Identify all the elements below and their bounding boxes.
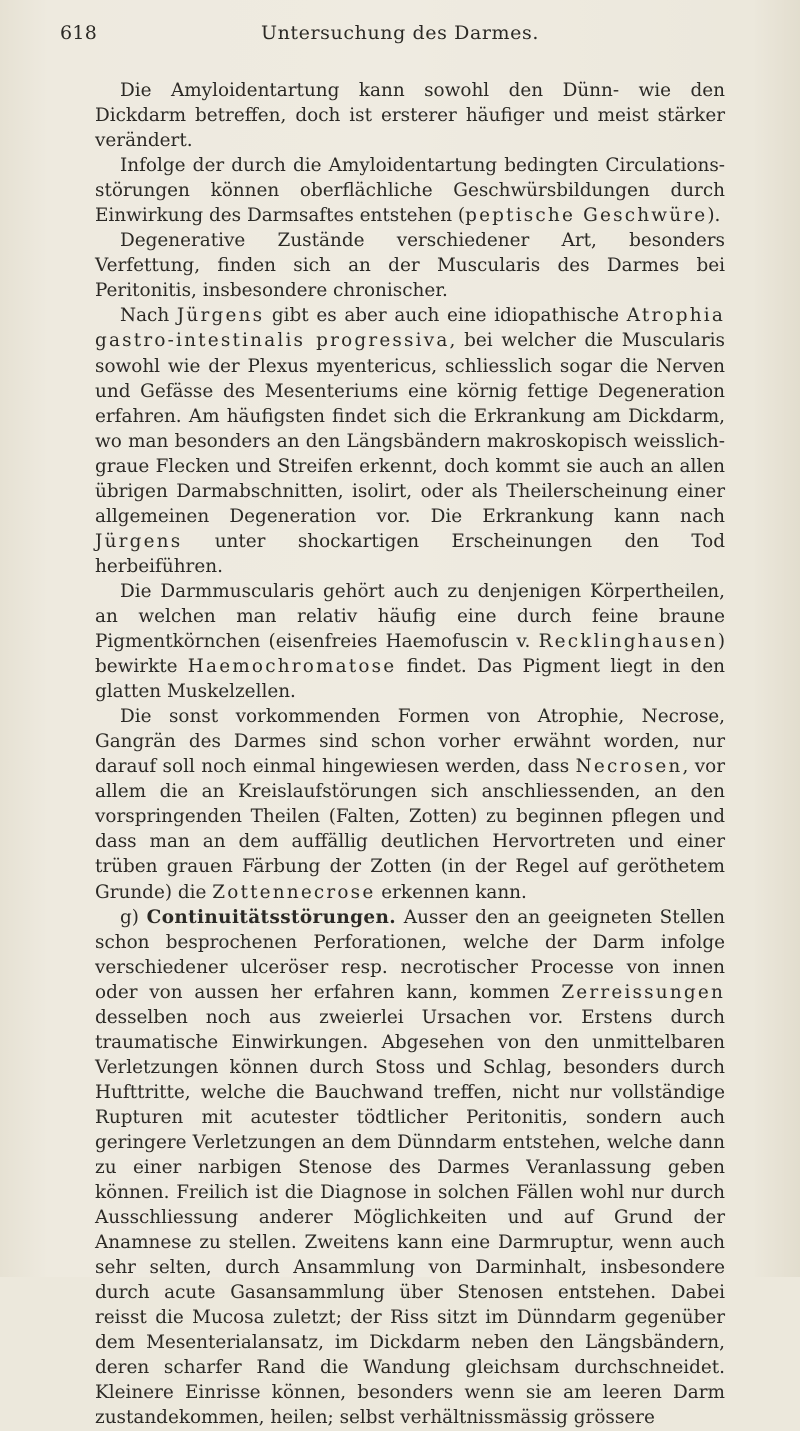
spaced-term: Zerreissungen	[561, 981, 725, 1003]
spaced-term: Atrophia gastro-intestinalis progressiva	[95, 305, 725, 352]
paragraph-necrosis: Die sonst vorkommenden Formen von Atrophie, Necrose, Gangrän des Darmes sind schon vorher erwähnt worden, nur darauf soll noch einmal hingewiesen werden, dass Necrosen, vor allem die an Kreislaufstörungen sich anschliessenden, an den vorspringenden Theilen (Falten, Zotten) zu beginnen pflegen und dass man an dem auffällig deutlichen Hervortreten und einer trüben grauen Färbung der Zotten (in der Regel auf geröthetem Grunde) die Zottennecrose erkennen kann.	[95, 706, 725, 903]
spaced-term: peptische Geschwüre	[465, 205, 708, 227]
spaced-term: Necrosen	[575, 756, 683, 778]
paragraph-continuity: g) Continuitätsstörungen. Ausser den an geeigneten Stellen schon besprochenen Perforationen, welche der Darm infolge verschiedener ulceröser resp. necrotischer Processe von innen oder von aussen her erfahren kann, kommen Zerreissungen desselben noch aus zweierlei Ursachen vor. Erstens durch traumatische Einwirkungen. Abgesehen von den unmittelbaren Verletzungen können durch Stoss und Schlag, besonders durch Hufttritte, welche die Bauchwand treffen, nicht nur vollständige Rupturen mit acutester tödtlicher Peritonitis, sondern auch geringere Verletzungen an dem Dünndarm entstehen, welche dann zu einer narbigen Stenose des Darmes Veranlassung geben können. Freilich ist die Diagnose in solchen Fällen wohl nur durch Ausschliessung anderer Möglichkeiten und auf Grund der Anamnese zu stellen. Zweitens kann eine Darmruptur, wenn auch sehr selten, durch Ansammlung von Darminhalt, insbesondere durch acute Gasansammlung über Stenosen entstehen. Dabei reisst die Mucosa zuletzt; der Riss sitzt im Dünndarm gegenüber dem Mesenterialansatz, im Dickdarm neben den Längsbändern, deren scharfer Rand die Wandung gleichsam durchschneidet. Kleinere Einrisse können, besonders wenn sie am leeren Darm zustandekommen, heilen; selbst verhältnissmässig grössere	[95, 906, 725, 1429]
paragraph-amyloid: Die Amyloidentartung kann sowohl den Dünn- wie den Dickdarm betreffen, doch ist ersterer häufiger und meist stärker verändert.	[95, 80, 725, 152]
body-text	[95, 78, 725, 1431]
section-heading: Continuitätsstörungen.	[146, 906, 397, 928]
paragraph-degenerative: Degenerative Zustände verschiedener Art, besonders Verfettung, finden sich an der Muscularis des Darmes bei Peritonitis, insbesondere chronischer.	[95, 230, 725, 302]
spaced-name: Recklinghausen	[538, 631, 718, 653]
paragraph-atrophia: Nach Jürgens gibt es aber auch eine idiopathische Atrophia gastro-intestinalis progressiva, bei welcher die Muscularis sowohl wie der Plexus myentericus, schliesslich sogar die Nerven und Gefässe des Mesenteriums eine körnig fettige Degeneration erfahren. Am häufigsten findet sich die Erkrankung am Dickdarm, wo man besonders an den Längsbändern makroskopisch weisslich-graue Flecken und Streifen erkennt, doch kommt sie auch an allen übrigen Darmabschnitten, isolirt, oder als Theilerscheinung einer allgemeinen Degeneration vor. Die Erkrankung kann nach Jürgens unter shockartigen Erscheinungen den Tod herbeiführen.	[95, 305, 725, 577]
spaced-name: Jürgens	[95, 530, 183, 552]
spaced-term: Haemochromatose	[187, 656, 397, 678]
spaced-term: Zottennecrose	[212, 881, 376, 903]
page-number: 618	[60, 22, 98, 44]
running-head: Untersuchung des Darmes.	[260, 22, 540, 44]
spaced-name: Jürgens	[176, 305, 265, 327]
paragraph-circulation: Infolge der durch die Amyloidentartung bedingten Circulationsstörungen können oberflächliche Geschwürsbildungen durch Einwirkung des Darmsaftes entstehen (peptische Geschwüre).	[95, 155, 725, 227]
page-header	[60, 22, 740, 52]
paragraph-haemochromatose: Die Darmmuscularis gehört auch zu denjenigen Körpertheilen, an welchen man relativ häufig eine durch feine braune Pigmentkörnchen (eisenfreies Haemofuscin v. Recklinghausen) bewirkte Haemochromatose findet. Das Pigment liegt in den glatten Muskelzellen.	[95, 580, 725, 703]
